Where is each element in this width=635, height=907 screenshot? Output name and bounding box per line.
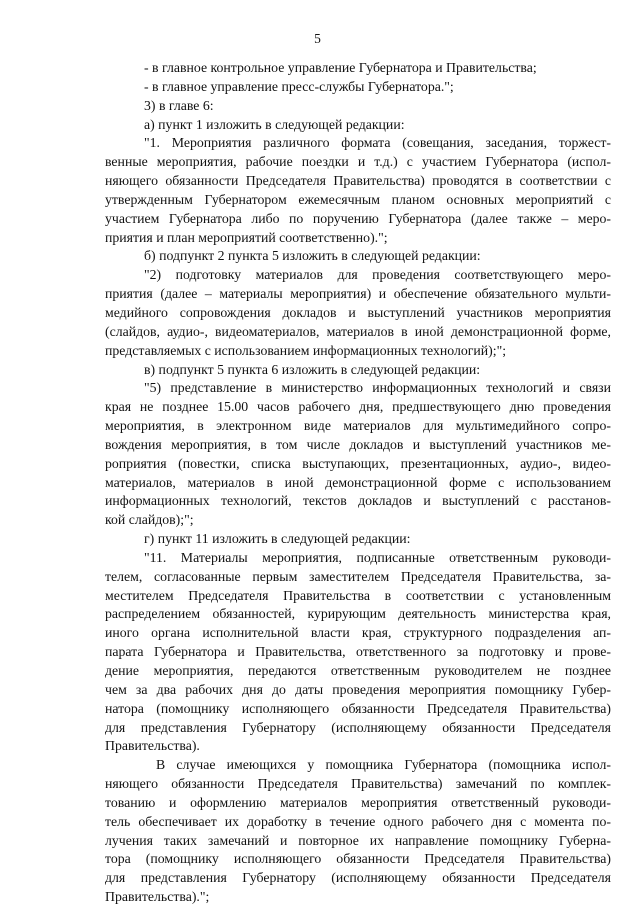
text-line: информационных технологий, текстов докладов и выступлений с расстанов- — [105, 493, 611, 509]
text-line: представляемых с использованием информационных технологий);"; — [105, 342, 507, 358]
text-line: (слайдов, аудио-, видеоматериалов, материалов в иной демонстрационной форме, — [105, 323, 611, 339]
text-line: 3) в главе 6: — [144, 97, 214, 113]
text-line: утвержденным Губернатором ежемесячным планом основных мероприятий с — [105, 191, 611, 207]
text-line: мероприятия, в электронном виде материалов для мультимедийного сопро- — [105, 418, 611, 434]
text-line: телем, согласованные первым заместителем Председателя Правительства, за- — [105, 568, 611, 584]
text-line: натора (помощнику исполняющего обязанности Председателя Правительства) — [105, 700, 611, 716]
text-line: "5) представление в министерство информационных технологий и связи — [144, 380, 611, 396]
text-line: - в главное контрольное управление Губернатора и Правительства; — [144, 60, 537, 75]
text-line: Правительства)."; — [105, 889, 210, 905]
text-line: приятия (далее – материалы мероприятия) и обеспечение обязательного мульти- — [105, 286, 611, 302]
text-line: Правительства). — [105, 738, 200, 754]
text-line: венные мероприятия, рабочие поездки и т.д.) с участием Губернатора (испол- — [105, 154, 611, 170]
text-line: медийного сопровождения докладов и выступлений участников мероприятия — [105, 304, 611, 320]
text-line: дение мероприятия, передаются ответственным руководителем не позднее — [105, 663, 611, 678]
text-line: распределением обязанностей, курирующим деятельность министерства края, — [105, 606, 611, 622]
text-line: края не позднее 15.00 часов рабочего дня, предшествующего дню проведения — [105, 399, 611, 415]
text-line: тора (помощнику исполняющего обязанности Председателя Правительства) — [105, 851, 611, 867]
text-line: а) пункт 1 изложить в следующей редакции: — [144, 116, 405, 132]
text-line: местителем Председателя Правительства в соответствии с установленным — [105, 587, 611, 603]
text-line: для представления Губернатору (исполняющему обязанности Председателя — [105, 870, 611, 886]
text-line: в) подпункт 5 пункта 6 изложить в следующей редакции: — [144, 361, 481, 377]
text-line: кой слайдов);"; — [105, 512, 194, 528]
text-line: участием Губернатора либо по поручению Губернатора (далее также – меро- — [105, 210, 611, 226]
text-line: "1. Мероприятия различного формата (совещания, заседания, торжест- — [144, 135, 611, 151]
text-line: б) подпункт 2 пункта 5 изложить в следующей редакции: — [144, 248, 481, 264]
text-line: вождения мероприятия, в том числе докладов и выступлений участников ме- — [105, 436, 611, 452]
text-line: иного органа исполнительной власти края, структурного подразделения ап- — [105, 625, 611, 641]
text-line: В случае имеющихся у помощника Губернатора (помощника испол- — [156, 757, 611, 773]
text-line: тованию и оформлению материалов мероприятия ответственный руководи- — [105, 794, 611, 810]
text-line: приятия и план мероприятий соответственно)."; — [105, 229, 388, 245]
text-line: г) пункт 11 изложить в следующей редакции: — [144, 531, 411, 547]
text-line: - в главное управление пресс-службы Губернатора."; — [144, 78, 454, 94]
text-line: "11. Материалы мероприятия, подписанные ответственным руководи- — [144, 549, 611, 565]
text-line: чем за два рабочих дня до даты проведения мероприятия помощнику Губер- — [105, 681, 611, 697]
text-line: няющего обязанности Председателя Правительства) проводятся в соответствии с — [105, 173, 611, 189]
text-line: лучения таких замечаний и повторное их направление помощнику Губерна- — [105, 832, 611, 848]
text-line: роприятия (повестки, списка выступающих, презентационных, аудио-, видео- — [105, 455, 611, 471]
text-line: "2) подготовку материалов для проведения соответствующего меро- — [144, 267, 611, 283]
text-line: тель обеспечивает их доработку в течение одного рабочего дня с момента по- — [105, 813, 611, 829]
text-line: для представления Губернатору (исполняющему обязанности Председателя — [105, 719, 611, 735]
text-line: парата Губернатора и Правительства, ответственного за подготовку и прове- — [105, 644, 611, 660]
text-line: материалов, материалов в иной демонстрационной форме с использованием — [105, 474, 611, 490]
document-body — [105, 59, 611, 907]
text-line: няющего обязанности Председателя Правительства) замечаний по комплек- — [105, 776, 611, 792]
page-number: 5 — [314, 31, 321, 46]
